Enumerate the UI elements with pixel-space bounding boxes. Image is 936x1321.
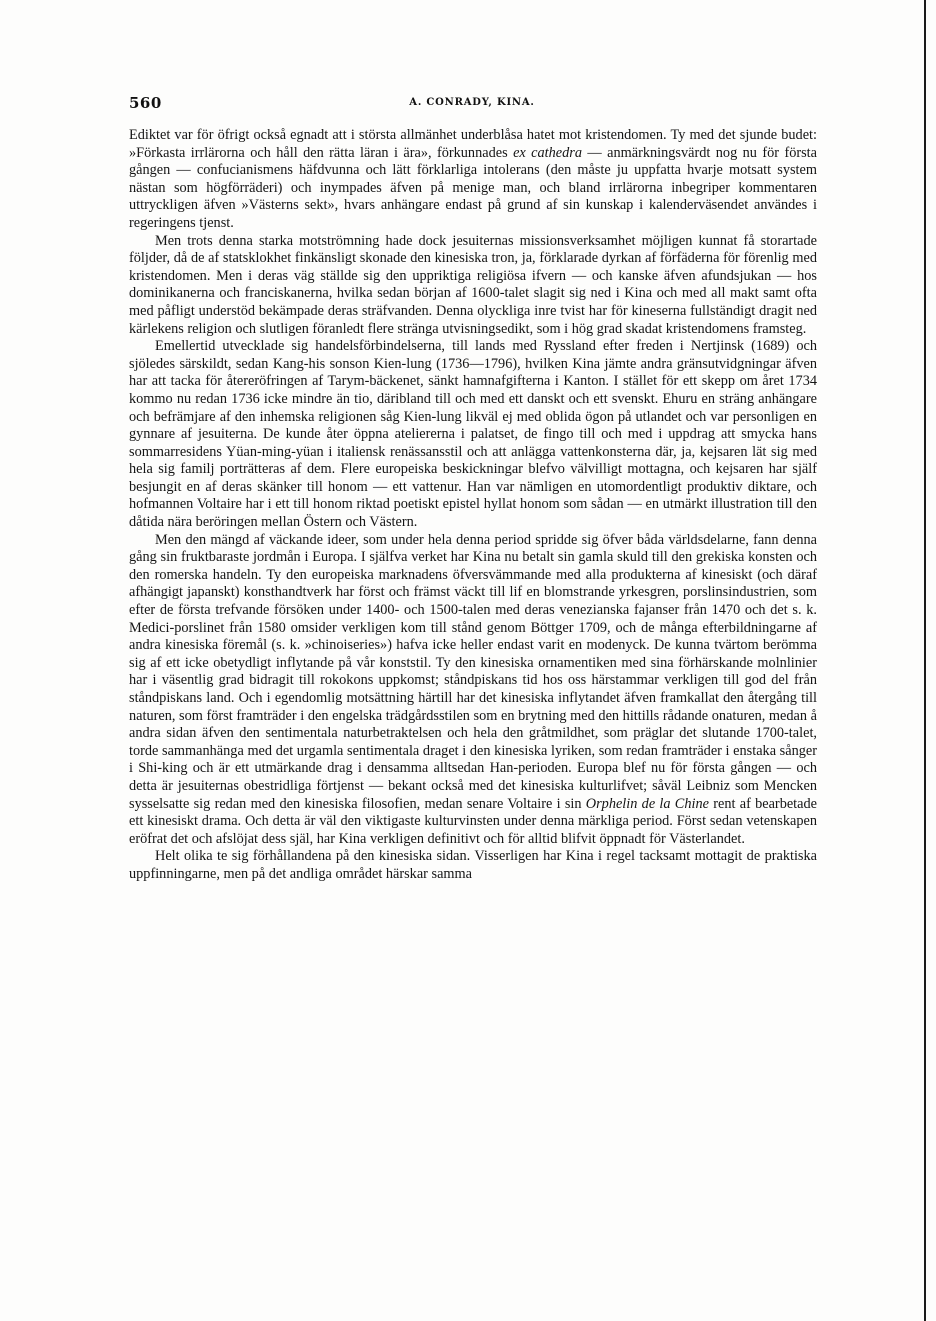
page-header [129,94,815,114]
page-edge-shadow [924,0,926,1321]
paragraph-4 [129,532,817,849]
paragraph-2: Men trots denna starka motströmning hade dock jesuiternas missionsverksamhet möjligen kunnat få storartade följder, då de af statsklokhet finkänsligt skonade den kinesiska tron, ja, förklarade dyrkan af förfäderna för förenlig med kristendomen. Men i deras väg ställde sig den uppriktiga religiösa ifvern — och kanske äfven afundsjukan — hos dominikanerna och franciskanerna, hvilka sedan början af 1600-talet slagit sig ned i Kina och med all makt samt ofta med påfligt understöd bekämpade deras sträfvanden. Denna olyckliga inre tvist har för kineserna fullständigt dragit ned kärlekens religion och slutligen föranledt flere stränga utvisningsedikt, som i hög grad skadat kristendomens framsteg. [129,232,817,337]
running-head: A. CONRADY, KINA. [409,97,535,108]
paragraph-4-text-a: Men den mängd af väckande ideer, som under hela denna period spridde sig öfver båda världsdelarne, fann denna gång sin fruktbaraste jordmån i Europa. I själfva verket har Kina nu betalt sin gamla skuld till den grekiska konsten och den romerska handeln. Ty den europeiska marknadens öfversvämmande med alla produkterna af kinesiskt (och däraf afhängigt japanskt) konsthandtverk har först och främst väckt till lif en blomstrande yrkesgren, porslinsindustrien, som efter de första trefvande försöken under 1400- och 1500-talen med deras venezianska fajanser från 1470 och det s. k. Medici-porslinet från 1580 omsider verkligen kom till stånd genom Böttger 1709, och de många efterbildningarne af andra kinesiska föremål (s. k. »chinoiseries») hafva icke heller endast varit en modenyck. De kunna tvärtom berömma sig af ett icke obetydligt inflytande på vår konststil. Ty den kinesiska ornamentiken med sina förhärskande molnlinier har i väsentlig grad bidragit till rokokons uppkomst; ståndpiskans tid hos oss härstammar verkligen till god del från ståndpiskans land. Och i egendomlig motsättning härtill har det kinesiska inflytandet äfven framkallat den återgång till naturen, som först framträder i den engelska trädgårdsstilen som en brytning med den hittills rådande onaturen, medan å andra sidan äfven den sentimentala naturbetraktelsen och hela den gråtmildhet, som präglar det slutande 1700-talet, torde sammanhänga med det urgamla sentimentala draget i den kinesiska lyriken, som redan framträder i enstaka sånger i Shi-king och är ett utmärkande drag i densamma alltsedan Han-perioden. Europa blef nu för första gången — och detta är jesuiternas obestridliga förtjenst — bekant också med det kinesiska kulturlifvet; såväl Leibniz som Mencken sysselsatte sig redan med den kinesiska filosofien, medan senare Voltaire i sin [129,531,817,812]
paragraph-1-text-b: — anmärkningsvärdt nog nu för första gången — confucianismens häfdvunna och lätt förklarliga intolerans (den måste ju uppfatta hvarje motsatt system nästan som högförräderi) och inympades äfven på menige man, och bland irrlärorna inbegriper kommentaren uttryckligen äfven »Västerns sekt», hvars anhängare endast på grund af sin kunskap i kalenderväsendet användes i regeringens tjenst. [129,144,817,231]
paragraph-4-italic-orphelin: Orphelin de la Chine [585,795,709,812]
paragraph-5: Helt olika te sig förhållandena på den kinesiska sidan. Visserligen har Kina i regel tacksamt mottagit de praktiska uppfinningarne, men på det andliga området härskar samma [129,848,817,882]
paragraph-1-text-a: Ediktet var för öfrigt också egnadt att i största allmänhet underblåsa hatet mot kristendomen. Ty med det sjunde budet: »Förkasta irrlärorna och håll den rätta läran i ära», förkunnades [129,127,817,161]
page-number: 560 [129,94,162,112]
paragraph-1 [129,127,817,233]
paragraph-1-italic-ex-cathedra: ex cathedra [513,144,582,161]
paragraph-3: Emellertid utvecklade sig handelsförbindelserna, till lands med Ryssland efter freden i Nertjinsk (1689) och sjöledes särskildt, sedan Kang-his sonson Kien-lung (1736—1796), hvilken Kina jämte andra gränsutvidgningar äfven har att tacka för återeröfringen af Tarym-bäckenet, sänkt hamnafgifterna i Kanton. I stället för ett skepp om året 1734 kommo nu redan 1736 icke mindre än tio, däribland till och med ett danskt och ett svenskt. Ehuru en sträng anhängare och befrämjare af den inhemska religionen såg Kien-lung likväl ej med oblida ögon på utlandet och var personligen en gynnare af jesuiterna. De kunde åter öppna ateliererna i palatset, de fingo till och med i uppdrag att smycka hans sommarresidens Yüan-ming-yüan i italiensk renässansstil och att anlägga vattenkonsterna där, ja, kejsaren lät sig med hela sig familj porträtteras af dem. Flere europeiska beskickningar blefvo välvilligt mottagna, och kejsaren har själf besjungit en af deras skänker till honom — ett vattenur. Han var nämligen en utomordentligt produktiv diktare, och hofmannen Voltaire har i ett till honom riktad poetiskt epistel hyllat honom som sådan — en utmärkt illustration till den dåtida nära beröringen mellan Östern och Västern. [129,338,817,531]
paragraph-4-text-b: rent af bearbetade ett kinesiskt drama. Och detta är väl den viktigaste kulturvinsten under denna märkliga period. Först sedan vetenskapen eröfrat det och afslöjat dess själ, har Kina verkligen definitivt och för alltid blifvit öppnadt för Västerlandet. [129,795,817,847]
body-text [129,127,817,884]
